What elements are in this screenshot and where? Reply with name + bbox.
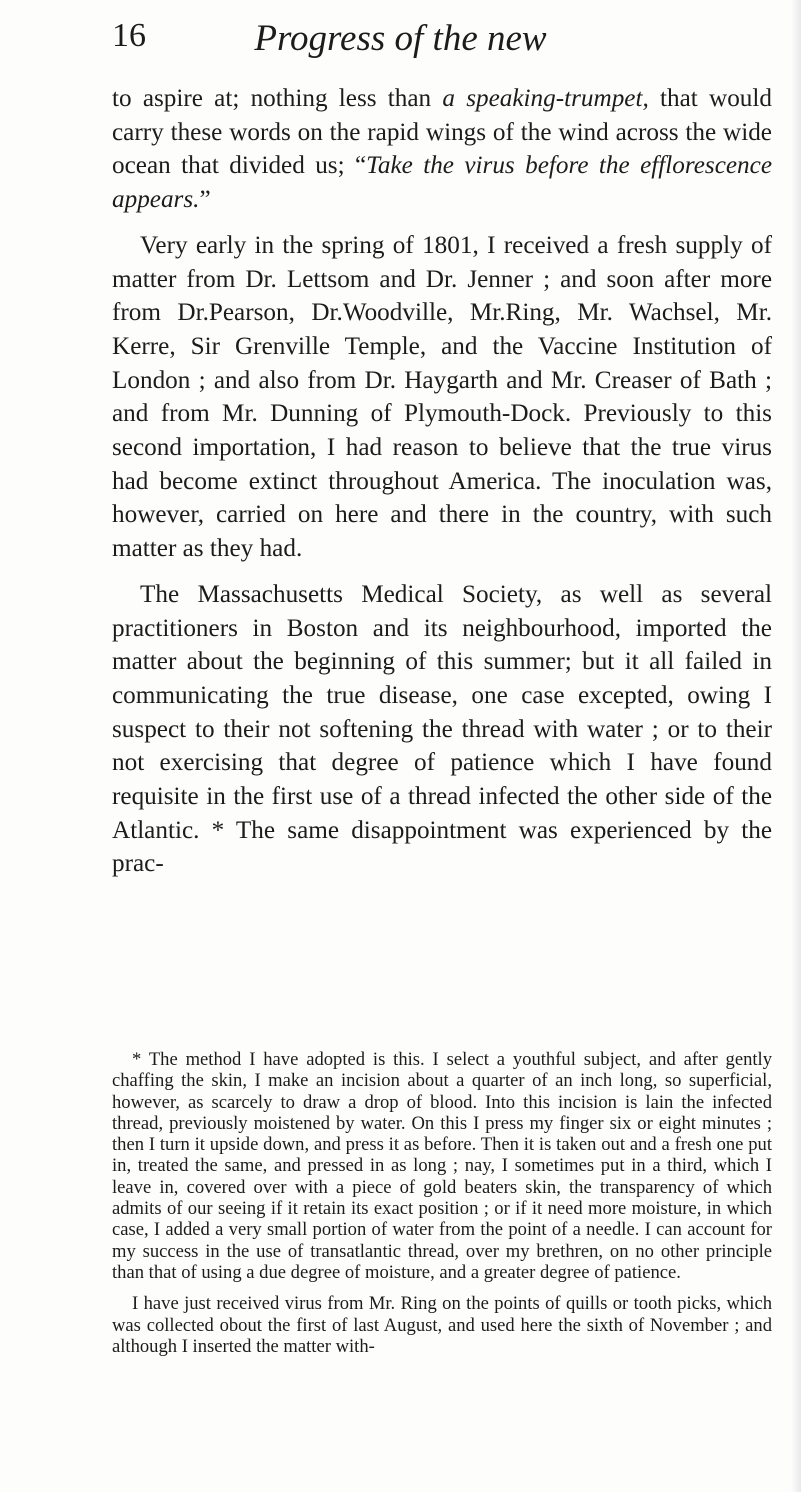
page-number: 16	[112, 17, 146, 54]
footnote	[112, 1049, 772, 1357]
page-header	[0, 8, 801, 68]
paragraph-1-text-c: ”	[199, 186, 211, 214]
footnote-paragraph-1: * The method I have adopted is this. I select a youthful subject, and after gently chaffing the skin, I make an incision about a quarter of an inch long, so superficial, however, as scarcely to draw a drop of blood. Into this incision is lain the infected thread, previously moistened by water. On this I press my finger six or eight minutes ; then I turn it upside down, and press it as before. Then it is taken out and a fresh one put in, treated the same, and pressed in as long ; nay, I sometimes put in a third, which I leave in, covered over with a piece of gold beaters skin, the transparency of which admits of our seeing if it retain its exact position ; or if it need more moisture, in which case, I added a very small portion of water from the point of a needle. I can account for my success in the use of transatlantic thread, over my brethren, on no other principle than that of using a due degree of moisture, and a greater degree of patience.	[112, 1049, 772, 1283]
main-text	[112, 82, 772, 881]
paragraph-1-italic-quote: Take the virus before the efflorescence appears.	[112, 152, 773, 214]
paragraph-1-italic-a: a speaking-trumpet,	[442, 85, 649, 112]
page-edge-shadow	[791, 0, 801, 1492]
paragraph-1	[112, 82, 772, 217]
paragraph-2: Very early in the spring of 1801, I received a fresh supply of matter from Dr. Lettsom and Dr. Jenner ; and soon after more from Dr.Pearson, Dr.Woodville, Mr.Ring, Mr. Wachsel, Mr. Kerre, Sir Grenville Temple, and the Vaccine Institution of London ; and also from Dr. Haygarth and Mr. Creaser of Bath ; and from Mr. Dunning of Plymouth-Dock. Previously to this second importation, I had reason to believe that the true virus had become extinct throughout America. The inoculation was, however, carried on here and there in the country, with such matter as they had.	[112, 231, 772, 563]
paragraph-1-text-b: that would carry these words on the rapid wings of the wind across the wide ocean that divided us; “	[112, 85, 772, 180]
running-title: Progress of the new	[254, 18, 547, 59]
paragraph-1-text-a: to aspire at; nothing less than	[112, 85, 443, 112]
paragraph-3: The Massachusetts Medical Society, as well as several practitioners in Boston and its neighbourhood, imported the matter about the beginning of this summer; but it all failed in communicating the true disease, one case excepted, owing I suspect to their not softening the thread with water ; or to their not exercising that degree of patience which I have found requisite in the first use of a thread infected the other side of the Atlantic. * The same disappointment was experienced by the prac-	[112, 580, 772, 878]
footnote-paragraph-2: I have just received virus from Mr. Ring on the points of quills or tooth picks, which was collected obout the first of last August, and used here the sixth of November ; and although I inserted the matter with-	[112, 1293, 772, 1357]
